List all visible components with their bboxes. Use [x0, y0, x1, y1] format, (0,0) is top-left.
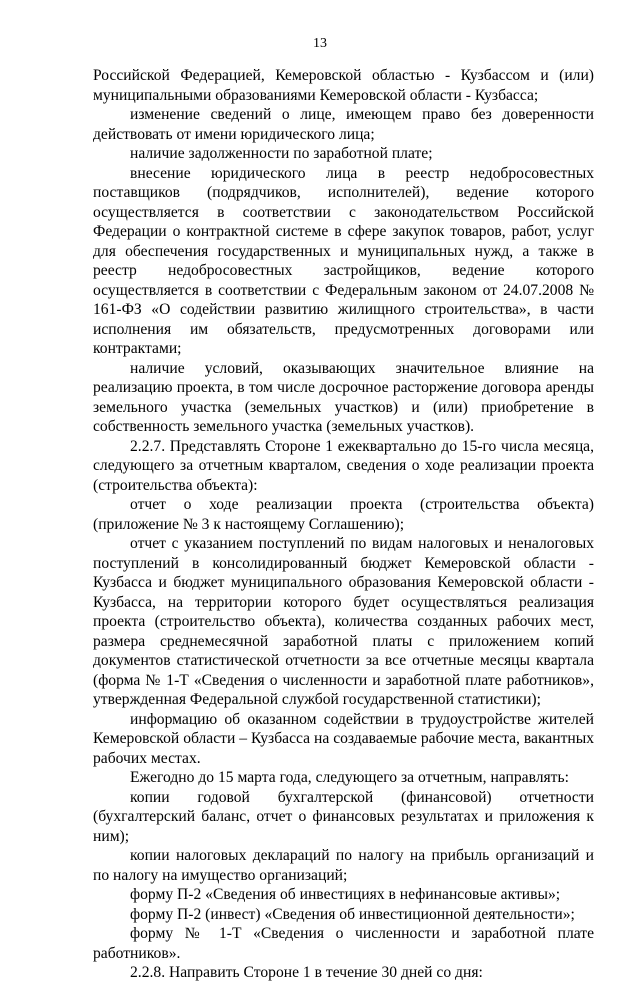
- document-body: [93, 66, 594, 983]
- paragraph-change-of-authorized-person: изменение сведений о лице, имеющем право без доверенности действовать от имени юридического лица;: [93, 106, 594, 143]
- paragraph-tax-declarations: копии налоговых деклараций по налогу на прибыль организаций и по налогу на имущество организаций;: [93, 847, 594, 884]
- paragraph-significant-conditions: наличие условий, оказывающих значительное влияние на реализацию проекта, в том числе досрочное расторжение договора аренды земельного участка (земельных участков) и (или) приобретение в собственность земельного участка (земельных участков).: [93, 359, 594, 435]
- paragraph-clause-2-2-8: 2.2.8. Направить Стороне 1 в течение 30 дней со дня:: [130, 964, 483, 981]
- page-number: 13: [313, 36, 327, 51]
- paragraph-wage-arrears: наличие задолженности по заработной плате;: [130, 145, 433, 162]
- paragraph-tax-revenue-report: отчет с указанием поступлений по видам налоговых и неналоговых поступлений в консолидированный бюджет Кемеровской области - Кузбасса и бюджет муниципального образования Кемеровской области - Кузбасса, на территории которого будет осуществляться реализация проекта (строительство объекта), количества созданных рабочих мест, размера среднемесячной заработной платы с приложением копий документов статистической отчетности за все отчетные месяцы квартала (форма № 1-Т «Сведения о численности и заработной плате работников», утвержденная Федеральной службой государственной статистики);: [93, 535, 594, 708]
- paragraph-employment-assistance: информацию об оказанном содействии в трудоустройстве жителей Кемеровской области – Кузбасса на создаваемые рабочие места, вакантных рабочих местах.: [93, 710, 594, 767]
- paragraph-form-1t: форму № 1-Т «Сведения о численности и заработной плате работников».: [93, 925, 594, 962]
- paragraph-annual-submission: Ежегодно до 15 марта года, следующего за отчетным, направлять:: [130, 769, 569, 786]
- paragraph-form-p2-invest: форму П-2 (инвест) «Сведения об инвестиционной деятельности»;: [130, 905, 575, 923]
- paragraph-progress-report: отчет о ходе реализации проекта (строительства объекта) (приложение № 3 к настоящему Соглашению);: [93, 496, 594, 533]
- paragraph-continuation: Российской Федерацией, Кемеровской областью - Кузбассом и (или) муниципальными образованиями Кемеровской области - Кузбасса;: [93, 67, 594, 104]
- paragraph-clause-2-2-7: 2.2.7. Представлять Стороне 1 ежеквартально до 15-го числа месяца, следующего за отчетным кварталом, сведения о ходе реализации проекта (строительства объекта):: [93, 437, 594, 494]
- paragraph-form-p2: форму П-2 «Сведения об инвестициях в нефинансовые активы»;: [130, 886, 561, 903]
- paragraph-financial-statements: копии годовой бухгалтерской (финансовой) отчетности (бухгалтерский баланс, отчет о финансовых результатах и приложения к ним);: [93, 788, 594, 845]
- paragraph-unscrupulous-suppliers-registry: внесение юридического лица в реестр недобросовестных поставщиков (подрядчиков, исполнителей), ведение которого осуществляется в соответствии с законодательством Российской Федерации о контрактной системе в сфере закупок товаров, работ, услуг для обеспечения государственных и муниципальных нужд, а также в реестр недобросовестных застройщиков, ведение которого осуществляется в соответствии с Федеральным законом от 24.07.2008 № 161-ФЗ «О содействии развитию жилищного строительства», в части исполнения им обязательств, предусмотренных договорами или контрактами;: [93, 164, 594, 357]
